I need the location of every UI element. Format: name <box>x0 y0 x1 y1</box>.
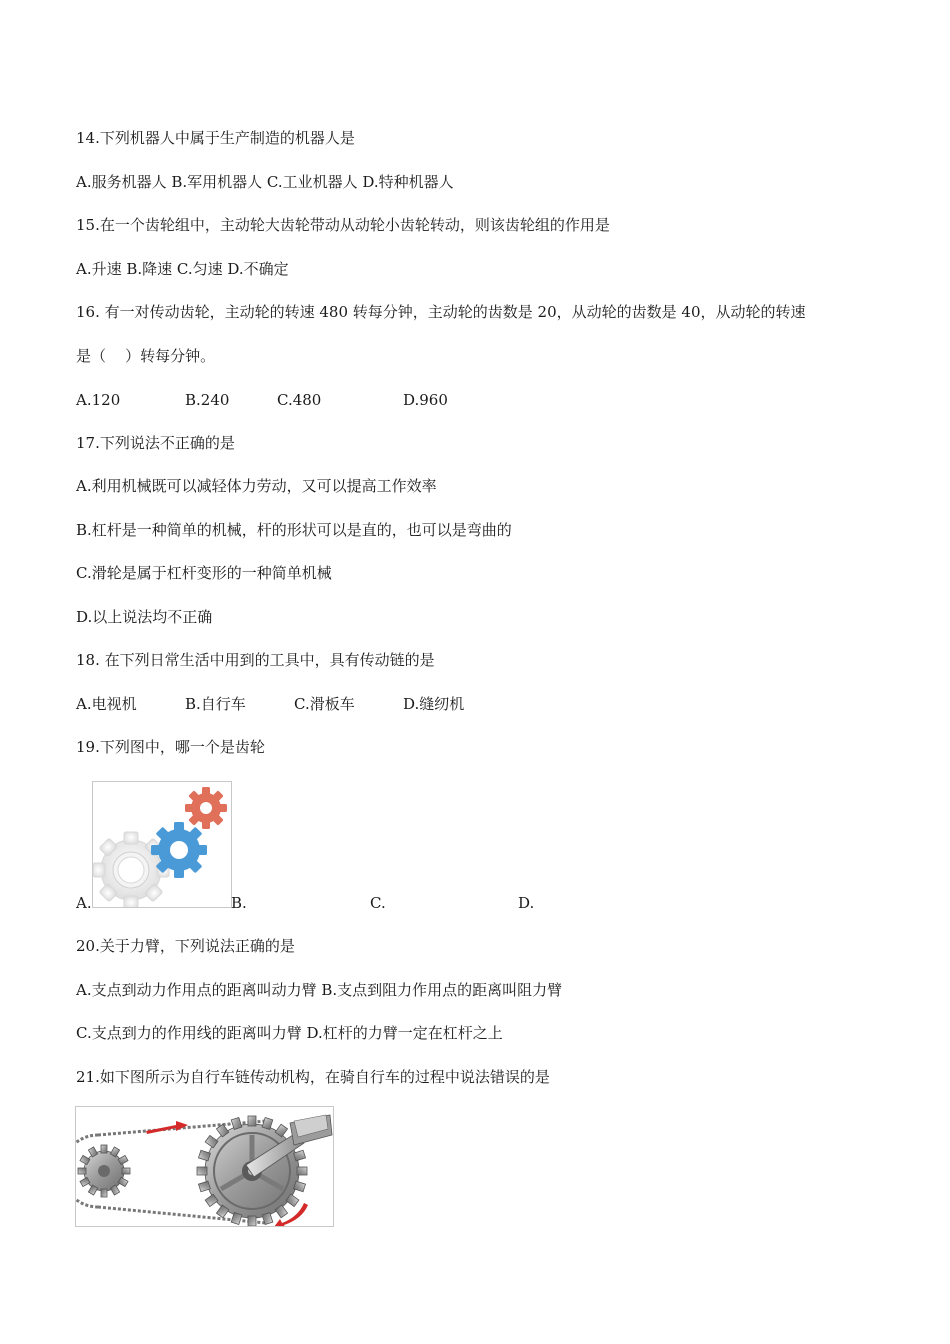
question-16-option-c: C.480 <box>277 391 322 409</box>
question-17-stem: 17.下列说法不正确的是 <box>76 434 235 452</box>
question-15-options: A.升速 B.降速 C.匀速 D.不确定 <box>76 260 289 278</box>
question-17-option-a: A.利用机械既可以减轻体力劳动，又可以提高工作效率 <box>76 477 437 495</box>
question-14-options: A.服务机器人 B.军用机器人 C.工业机器人 D.特种机器人 <box>76 173 454 191</box>
question-18-option-b: B.自行车 <box>185 695 246 713</box>
question-20-options-line-2: C.支点到力的作用线的距离叫力臂 D.杠杆的力臂一定在杠杆之上 <box>76 1024 503 1042</box>
small-sprocket-icon <box>78 1145 130 1197</box>
blue-gear-icon <box>151 822 207 878</box>
question-16-option-d: D.960 <box>403 391 448 409</box>
question-16-stem-line-2: 是（ ）转每分钟。 <box>76 347 216 365</box>
question-16-stem-line-1: 16. 有一对传动齿轮，主动轮的转速 480 转每分钟，主动轮的齿数是 20，从动轮的齿数是 40，从动轮的转速 <box>76 303 806 321</box>
question-17-option-d: D.以上说法均不正确 <box>76 608 213 626</box>
question-17-option-b: B.杠杆是一种简单的机械，杆的形状可以是直的，也可以是弯曲的 <box>76 521 512 539</box>
question-17-option-c: C.滑轮是属于杠杆变形的一种简单机械 <box>76 564 332 582</box>
question-19-option-c: C. <box>370 894 386 912</box>
bicycle-chain-icon <box>76 1107 333 1226</box>
question-19-option-a: A. <box>76 894 92 912</box>
white-gear-icon <box>93 832 169 907</box>
question-16-option-a: A.120 <box>76 391 121 409</box>
question-14-stem: 14.下列机器人中属于生产制造的机器人是 <box>76 129 355 147</box>
question-19-option-d: D. <box>518 894 535 912</box>
question-15-stem: 15.在一个齿轮组中，主动轮大齿轮带动从动轮小齿轮转动，则该齿轮组的作用是 <box>76 216 610 234</box>
bicycle-chain-image <box>75 1106 334 1227</box>
question-16-option-b: B.240 <box>185 391 230 409</box>
question-20-stem: 20.关于力臂，下列说法正确的是 <box>76 937 295 955</box>
question-19-option-b: B. <box>231 894 247 912</box>
question-18-option-a: A.电视机 <box>76 695 137 713</box>
question-20-options-line-1: A.支点到动力作用点的距离叫动力臂 B.支点到阻力作用点的距离叫阻力臂 <box>76 981 563 999</box>
red-gear-icon <box>185 787 227 829</box>
question-18-option-d: D.缝纫机 <box>403 695 465 713</box>
question-18-stem: 18. 在下列日常生活中用到的工具中，具有传动链的是 <box>76 651 435 669</box>
gears-image <box>92 781 232 908</box>
gears-icon <box>93 782 231 907</box>
question-18-option-c: C.滑板车 <box>294 695 355 713</box>
question-21-stem: 21.如下图所示为自行车链传动机构，在骑自行车的过程中说法错误的是 <box>76 1068 550 1086</box>
question-19-stem: 19.下列图中，哪一个是齿轮 <box>76 738 265 756</box>
